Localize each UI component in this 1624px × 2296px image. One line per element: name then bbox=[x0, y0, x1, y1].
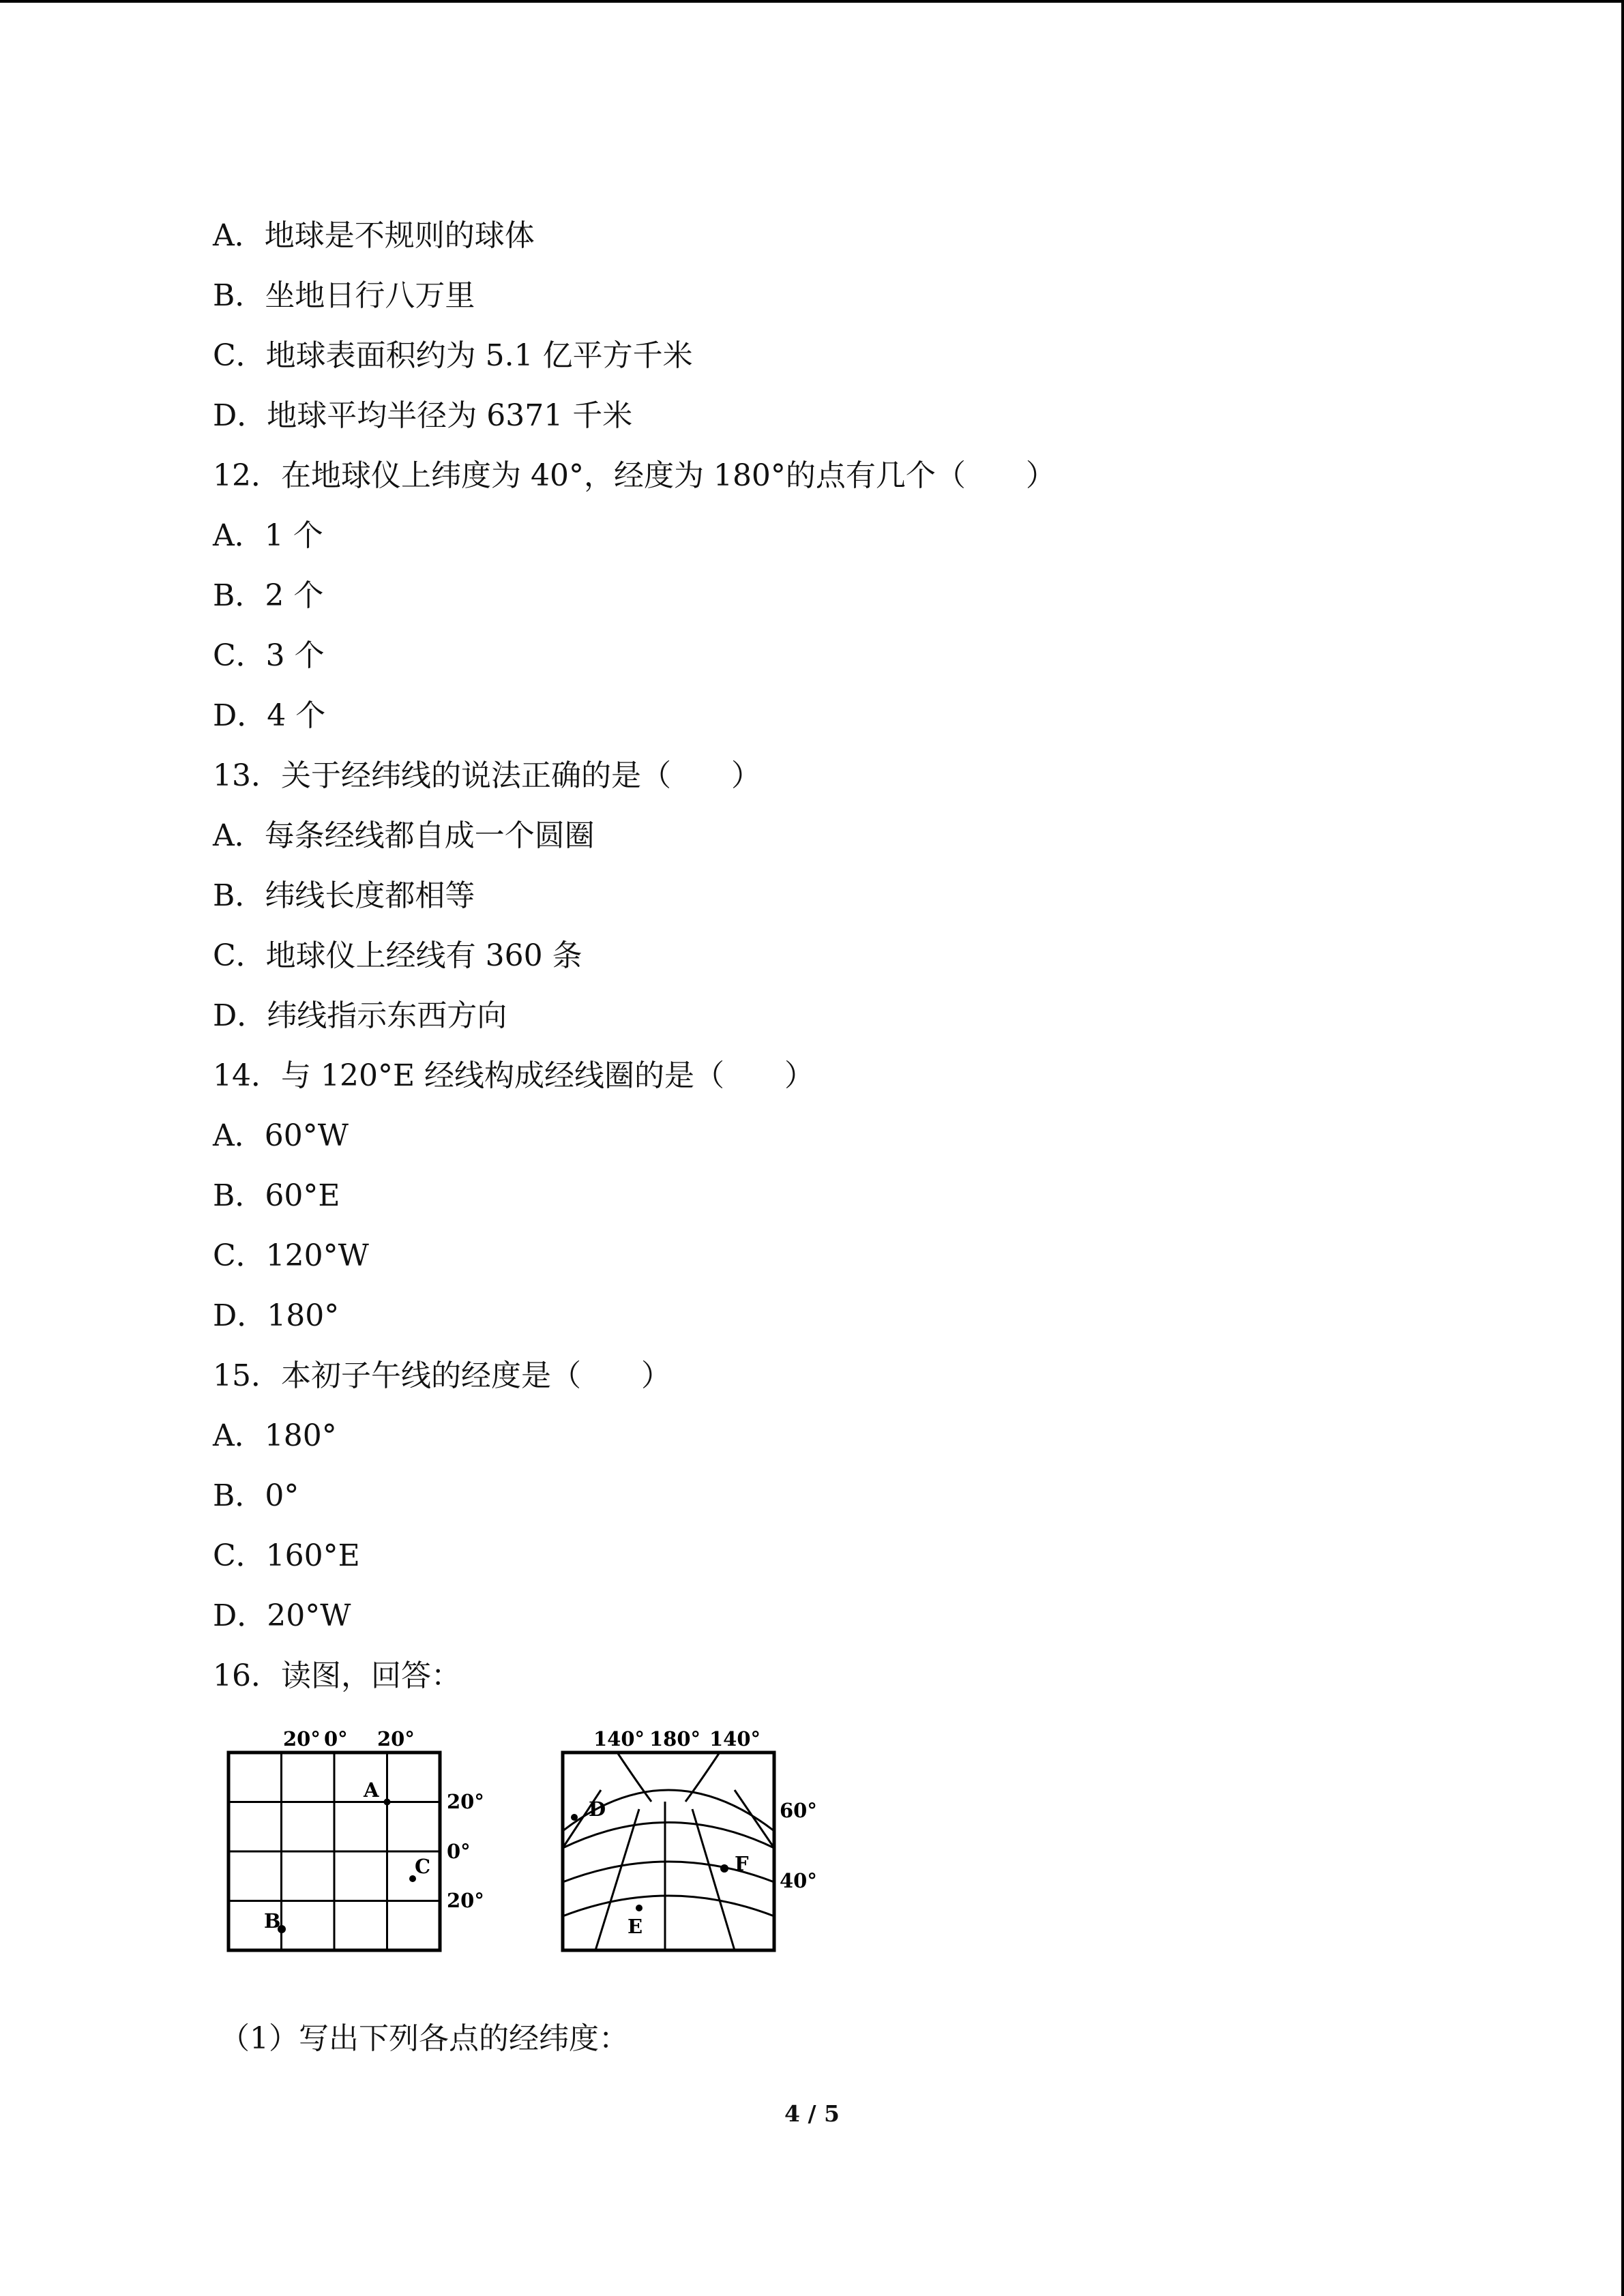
q15-option-d: D．20°W bbox=[213, 1598, 351, 1633]
grid-top-label-1: 20° bbox=[283, 1727, 321, 1750]
polar-map bbox=[563, 1727, 817, 1950]
q11-option-c: C．地球表面积约为 5.1 亿平方千米 bbox=[213, 338, 693, 373]
page-top-border bbox=[0, 0, 1624, 3]
q14-option-b: B．60°E bbox=[213, 1178, 340, 1213]
q14-option-c: C．120°W bbox=[213, 1238, 369, 1273]
polar-point-e bbox=[636, 1905, 643, 1911]
grid-label-c: C bbox=[415, 1855, 431, 1878]
polar-label-e: E bbox=[628, 1915, 643, 1938]
grid-label-a: A bbox=[364, 1778, 379, 1802]
polar-label-d: D bbox=[589, 1798, 606, 1821]
grid-point-a bbox=[384, 1799, 391, 1806]
grid-side-label-3: 20° bbox=[447, 1889, 484, 1912]
polar-point-f bbox=[720, 1864, 728, 1873]
polar-top-label-3: 140° bbox=[709, 1727, 761, 1750]
page-right-border bbox=[1621, 0, 1624, 2296]
q11-option-a: A．地球是不规则的球体 bbox=[213, 218, 535, 253]
q13-option-a: A．每条经线都自成一个圆圈 bbox=[213, 818, 595, 853]
q12-option-c: C．3 个 bbox=[213, 638, 325, 673]
q12-option-b: B．2 个 bbox=[213, 578, 324, 613]
q12-stem: 12．在地球仪上纬度为 40°，经度为 180°的点有几个（ ） bbox=[213, 458, 1056, 493]
polar-map-frame bbox=[563, 1753, 774, 1950]
polar-top-label-1: 140° bbox=[593, 1727, 645, 1750]
grid-map bbox=[228, 1727, 484, 1950]
grid-top-label-3: 20° bbox=[377, 1727, 415, 1750]
polar-side-label-1: 60° bbox=[780, 1799, 817, 1822]
q12-option-d: D．4 个 bbox=[213, 698, 326, 733]
grid-label-b: B bbox=[264, 1909, 281, 1933]
q14-option-d: D．180° bbox=[213, 1298, 340, 1333]
polar-point-d bbox=[571, 1814, 578, 1821]
q15-option-b: B．0° bbox=[213, 1478, 299, 1513]
q16-stem: 16．读图，回答： bbox=[213, 1658, 461, 1693]
q16-figure bbox=[222, 1722, 836, 1967]
q11-option-d: D．地球平均半径为 6371 千米 bbox=[213, 398, 633, 433]
q14-stem: 14．与 120°E 经线构成经线圈的是（ ） bbox=[213, 1058, 815, 1093]
q11-option-b: B．坐地日行八万里 bbox=[213, 278, 475, 313]
polar-side-label-2: 40° bbox=[780, 1869, 817, 1892]
q15-option-c: C．160°E bbox=[213, 1538, 360, 1573]
q15-stem: 15．本初子午线的经度是（ ） bbox=[213, 1358, 671, 1393]
polar-label-f: F bbox=[735, 1852, 749, 1875]
q12-option-a: A．1 个 bbox=[213, 518, 323, 553]
grid-side-label-2: 0° bbox=[447, 1840, 471, 1863]
q14-option-a: A．60°W bbox=[213, 1118, 349, 1153]
q16-subquestion-1: （1）写出下列各点的经纬度： bbox=[220, 2021, 629, 2056]
q13-stem: 13．关于经纬线的说法正确的是（ ） bbox=[213, 758, 761, 793]
polar-top-label-2: 180° bbox=[649, 1727, 701, 1750]
q13-option-d: D．纬线指示东西方向 bbox=[213, 998, 507, 1033]
page-number: 4 / 5 bbox=[784, 2100, 840, 2127]
q13-option-b: B．纬线长度都相等 bbox=[213, 878, 475, 913]
q13-option-c: C．地球仪上经线有 360 条 bbox=[213, 938, 582, 973]
grid-side-label-1: 20° bbox=[447, 1790, 484, 1813]
q15-option-a: A．180° bbox=[213, 1418, 337, 1453]
grid-top-label-2: 0° bbox=[324, 1727, 348, 1750]
